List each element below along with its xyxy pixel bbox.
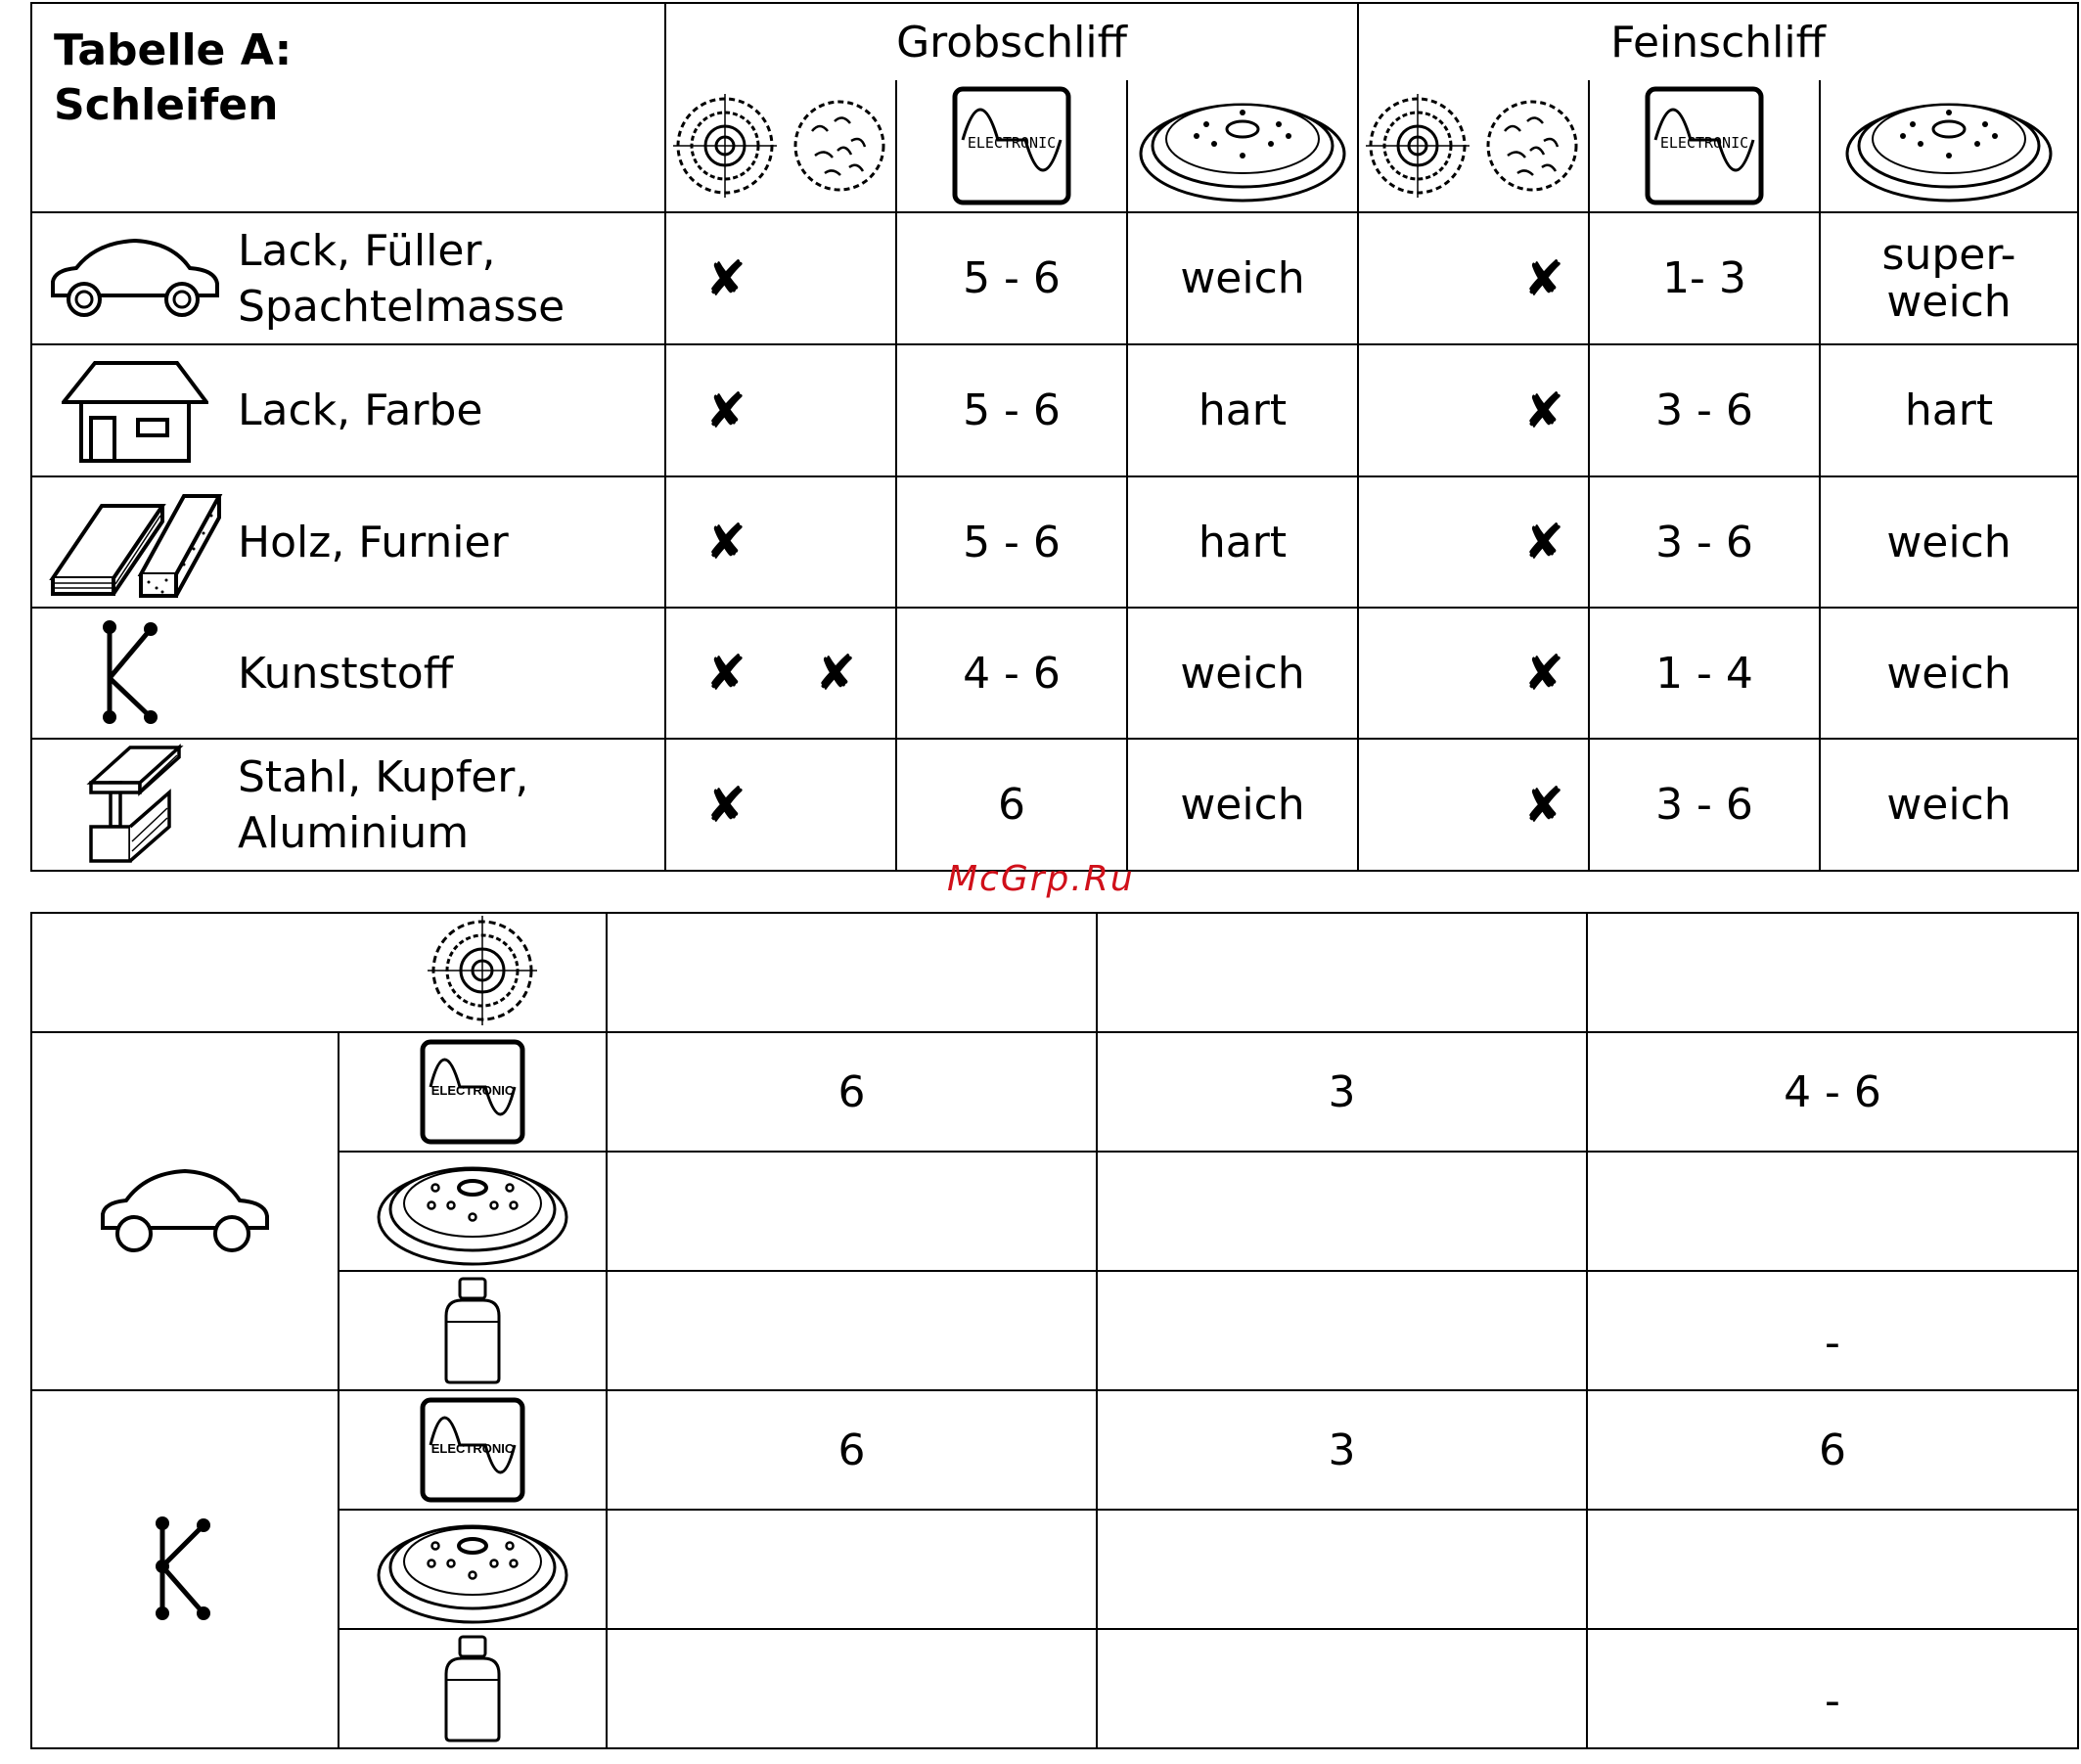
coarse-mode1-mark: ✘: [665, 212, 896, 344]
fine-pad: weich: [1820, 476, 2078, 608]
pad-icon-fine: [1820, 80, 2078, 212]
coarse-pad: weich: [1127, 608, 1358, 739]
coarse-mode1-mark: ✘: [665, 344, 896, 476]
car-polish-3: -: [1587, 1271, 2078, 1390]
empty-cell: [1097, 913, 1587, 1032]
plastic-speed-2: 3: [1097, 1390, 1587, 1510]
polish-icon-cell: [339, 1629, 607, 1748]
electronic-icon: [419, 1038, 526, 1146]
sanding-mode-icons-fine: [1358, 80, 1589, 212]
plastic-k-icon: [151, 1515, 219, 1623]
material-label: Kunststoff: [238, 648, 454, 699]
table-row: [31, 1629, 2078, 1748]
material-cell: [31, 739, 665, 871]
table-row: [31, 344, 2078, 476]
group-header-fine: Feinschliff: [1358, 3, 2078, 80]
material-cell: [31, 212, 665, 344]
fine-speed: 3 - 6: [1589, 739, 1820, 871]
electronic-label: ELECTRONIC: [430, 1441, 515, 1456]
car-polish-1: [607, 1271, 1097, 1390]
car-pad-2: [1097, 1152, 1587, 1271]
group-header-coarse: Grobschliff: [665, 3, 1358, 80]
table-row: [31, 608, 2078, 739]
material-cell: [31, 608, 665, 739]
pad-icon-coarse: [1127, 80, 1358, 212]
empty-cell: [1587, 913, 2078, 1032]
fine-mode-mark: ✘: [1358, 212, 1589, 344]
fine-speed: 3 - 6: [1589, 476, 1820, 608]
fine-pad: weich: [1820, 739, 2078, 871]
plastic-polish-3: -: [1587, 1629, 2078, 1748]
steel-beam-icon: [81, 744, 189, 866]
electronic-speed-icon-fine: [1589, 80, 1820, 212]
coarse-pad: hart: [1127, 344, 1358, 476]
fine-mode-mark: ✘: [1358, 739, 1589, 871]
fine-speed: 1- 3: [1589, 212, 1820, 344]
car-pad-1: [607, 1152, 1097, 1271]
car-polish-2: [1097, 1271, 1587, 1390]
electronic-icon-cell: [339, 1390, 607, 1510]
table-row: [31, 1510, 2078, 1629]
electronic-icon: [951, 85, 1072, 206]
electronic-label: ELECTRONIC: [967, 134, 1057, 152]
coarse-mode2-mark: ✘: [815, 645, 856, 701]
plastic-polish-2: [1097, 1629, 1587, 1748]
electronic-label: ELECTRONIC: [1659, 134, 1749, 152]
wood-planks-icon: [47, 486, 223, 599]
fine-mode-mark: ✘: [1358, 476, 1589, 608]
table-row: [31, 1390, 2078, 1510]
sanding-mode-icons-coarse: [665, 80, 896, 212]
plastic-speed-1: 6: [607, 1390, 1097, 1510]
coarse-pad: weich: [1127, 212, 1358, 344]
polish-bottle-icon: [438, 1633, 507, 1744]
fine-pad: weich: [1820, 608, 2078, 739]
coarse-speed: 5 - 6: [896, 476, 1127, 608]
car-pad-3: [1587, 1152, 2078, 1271]
coarse-speed: 5 - 6: [896, 212, 1127, 344]
car-speed-1: 6: [607, 1032, 1097, 1152]
house-icon: [62, 357, 208, 465]
fine-speed: 3 - 6: [1589, 344, 1820, 476]
sanding-table: [30, 2, 2079, 872]
random-orbit-mode-icon: [428, 916, 537, 1025]
material-label: Lack, Farbe: [238, 385, 483, 435]
sanding-pad-icon: [375, 1513, 570, 1626]
coarse-speed: 5 - 6: [896, 344, 1127, 476]
electronic-icon: [419, 1396, 526, 1504]
plastic-k-icon: [96, 619, 174, 727]
coarse-pad: hart: [1127, 476, 1358, 608]
mode-icon-cell: [31, 913, 607, 1032]
car-group-cell: [31, 1032, 339, 1390]
material-label: Lack, Füller, Spachtelmasse: [238, 225, 565, 332]
electronic-icon: [1644, 85, 1765, 206]
coarse-mode1-mark: ✘: [665, 739, 896, 871]
polish-bottle-icon: [438, 1275, 507, 1386]
car-icon: [47, 235, 223, 323]
table-row: [31, 476, 2078, 608]
plastic-pad-1: [607, 1510, 1097, 1629]
coarse-mode1-mark: ✘: [665, 476, 896, 608]
sanding-pad-icon: [1136, 85, 1349, 206]
sanding-pad-icon: [375, 1154, 570, 1268]
fine-mode-mark: ✘: [1358, 608, 1589, 739]
polishing-table: [30, 912, 2079, 1749]
electronic-speed-icon-coarse: [896, 80, 1127, 212]
table-row: [31, 739, 2078, 871]
electronic-icon-cell: [339, 1032, 607, 1152]
empty-cell: [607, 913, 1097, 1032]
coarse-pad: weich: [1127, 739, 1358, 871]
car-icon: [97, 1165, 273, 1257]
material-label: Stahl, Kupfer, Aluminium: [238, 751, 529, 858]
plastic-speed-3: 6: [1587, 1390, 2078, 1510]
table-row: [31, 1032, 2078, 1152]
fine-mode-mark: ✘: [1358, 344, 1589, 476]
eccentric-mode-icon: [1483, 97, 1581, 195]
watermark: McGrp.Ru: [947, 859, 1135, 899]
table-row: [31, 212, 2078, 344]
plastic-pad-3: [1587, 1510, 2078, 1629]
fine-speed: 1 - 4: [1589, 608, 1820, 739]
plastic-polish-1: [607, 1629, 1097, 1748]
sanding-pad-icon: [1842, 85, 2056, 206]
coarse-speed: 6: [896, 739, 1127, 871]
table-title: [31, 3, 665, 212]
car-speed-3: 4 - 6: [1587, 1032, 2078, 1152]
coarse-speed: 4 - 6: [896, 608, 1127, 739]
random-orbit-mode-icon: [673, 94, 777, 198]
table-row: [31, 1152, 2078, 1271]
fine-pad: hart: [1820, 344, 2078, 476]
table-title-text: Tabelle A: Schleifen: [54, 25, 293, 130]
table-row: [31, 1271, 2078, 1390]
random-orbit-mode-icon: [1366, 94, 1470, 198]
plastic-group-cell: [31, 1390, 339, 1748]
fine-pad: super- weich: [1820, 212, 2078, 344]
material-cell: [31, 344, 665, 476]
polish-icon-cell: [339, 1271, 607, 1390]
car-speed-2: 3: [1097, 1032, 1587, 1152]
pad-icon-cell: [339, 1152, 607, 1271]
material-cell: [31, 476, 665, 608]
electronic-label: ELECTRONIC: [430, 1083, 515, 1098]
plastic-pad-2: [1097, 1510, 1587, 1629]
coarse-mode1-mark: ✘: [705, 645, 746, 701]
coarse-mode-marks: [665, 608, 896, 739]
pad-icon-cell: [339, 1510, 607, 1629]
material-label: Holz, Furnier: [238, 517, 509, 567]
eccentric-mode-icon: [791, 97, 888, 195]
